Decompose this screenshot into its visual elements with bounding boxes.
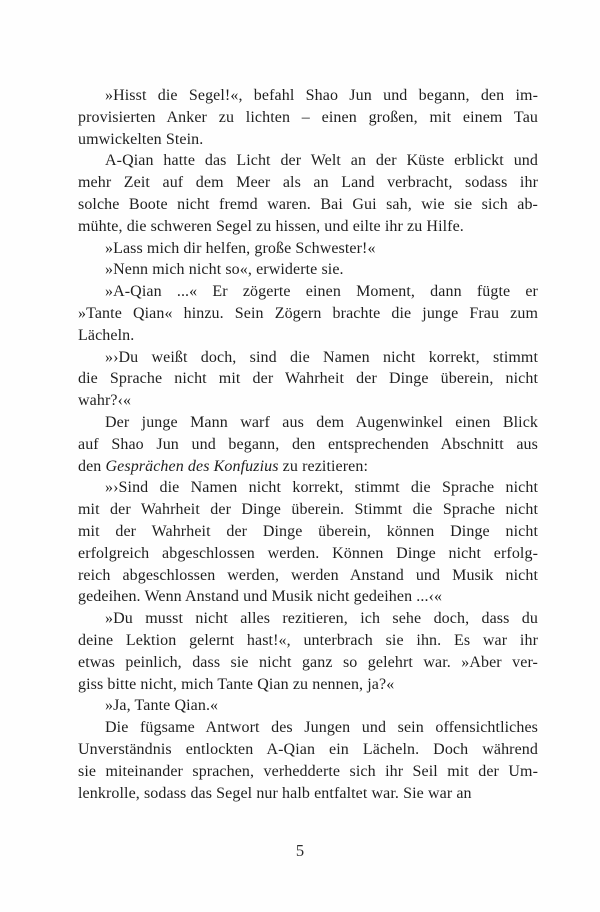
text-line: die Sprache nicht mit der Wahrheit der Dinge überein, nicht	[78, 370, 538, 388]
paragraph	[78, 85, 538, 150]
paragraph	[78, 695, 538, 717]
text-line: »›Du weißt doch, sind die Namen nicht korrekt, stimmt	[105, 348, 538, 366]
paragraph	[78, 238, 538, 260]
text-line: mit der Wahrheit der Dinge überein. Stimmt die Sprache nicht	[78, 501, 538, 519]
text-line: mühte, die schweren Segel zu hissen, und eilte ihr zu Hilfe.	[78, 217, 464, 235]
text-line: umwickelten Stein.	[78, 130, 204, 148]
text-line: etwas peinlich, dass sie nicht ganz so gelehrt war. »Aber ver-	[78, 653, 538, 671]
paragraph	[78, 412, 538, 477]
text-line: erfolgreich abgeschlossen werden. Können Dinge nicht erfolg-	[78, 544, 538, 562]
text-segment: zu rezitieren:	[278, 457, 369, 475]
text-line: giss bitte nicht, mich Tante Qian zu nennen, ja?«	[78, 675, 395, 693]
page-number: 5	[295, 841, 305, 860]
text-line: deine Lektion gelernt hast!«, unterbrach sie ihn. Es war ihr	[78, 631, 538, 649]
paragraph	[78, 259, 538, 281]
text-line: »Du musst nicht alles rezitieren, ich sehe doch, dass du	[105, 610, 538, 628]
text-line: lenkrolle, sodass das Segel nur halb entfaltet war. Sie war an	[78, 784, 472, 802]
text-line: gedeihen. Wenn Anstand und Musik nicht gedeihen ...‹«	[78, 588, 443, 606]
text-line: »Hisst die Segel!«, befahl Shao Jun und begann, den im-	[105, 87, 538, 104]
paragraph	[78, 717, 538, 804]
text-block	[78, 85, 538, 804]
text-line	[78, 456, 538, 478]
text-line: »›Sind die Namen nicht korrekt, stimmt die Sprache nicht	[105, 479, 538, 497]
book-title-italic: Gesprächen des Konfuzius	[105, 457, 279, 475]
paragraph	[78, 477, 538, 608]
text-line: solche Boote nicht fremd waren. Bai Gui sah, wie sie sich ab-	[78, 195, 538, 213]
text-line: Der junge Mann warf aus dem Augenwinkel einen Blick	[105, 413, 538, 431]
text-line: Unverständnis entlockten A-Qian ein Lächeln. Doch während	[78, 740, 538, 758]
text-line: »Lass mich dir helfen, große Schwester!«	[105, 239, 376, 257]
text-line: »Nenn mich nicht so«, erwiderte sie.	[105, 261, 344, 279]
text-line: Lächeln.	[78, 326, 135, 344]
text-line: »Tante Qian« hinzu. Sein Zögern brachte die junge Frau zum	[78, 304, 538, 322]
text-line: »A-Qian ...« Er zögerte einen Moment, dann fügte er	[105, 283, 538, 301]
paragraph	[78, 347, 538, 412]
paragraph	[78, 281, 538, 346]
text-line: A-Qian hatte das Licht der Welt an der Küste erblickt und	[105, 152, 538, 170]
text-line: mehr Zeit auf dem Meer als an Land verbracht, sodass ihr	[78, 174, 538, 192]
text-line: sie miteinander sprachen, verhedderte sich ihr Seil mit der Um-	[78, 762, 538, 780]
text-line: provisierten Anker zu lichten – einen großen, mit einem Tau	[78, 108, 538, 126]
paragraph	[78, 608, 538, 695]
text-line: Die fügsame Antwort des Jungen und sein offensichtliches	[105, 719, 538, 737]
text-line: auf Shao Jun und begann, den entsprechenden Abschnitt aus	[78, 435, 538, 453]
text-segment: den	[78, 457, 106, 475]
text-line: »Ja, Tante Qian.«	[105, 697, 219, 715]
paragraph	[78, 150, 538, 237]
text-line: reich abgeschlossen werden, werden Anstand und Musik nicht	[78, 566, 538, 584]
text-line: mit der Wahrheit der Dinge überein, können Dinge nicht	[78, 522, 538, 540]
text-line: wahr?‹«	[78, 392, 132, 410]
